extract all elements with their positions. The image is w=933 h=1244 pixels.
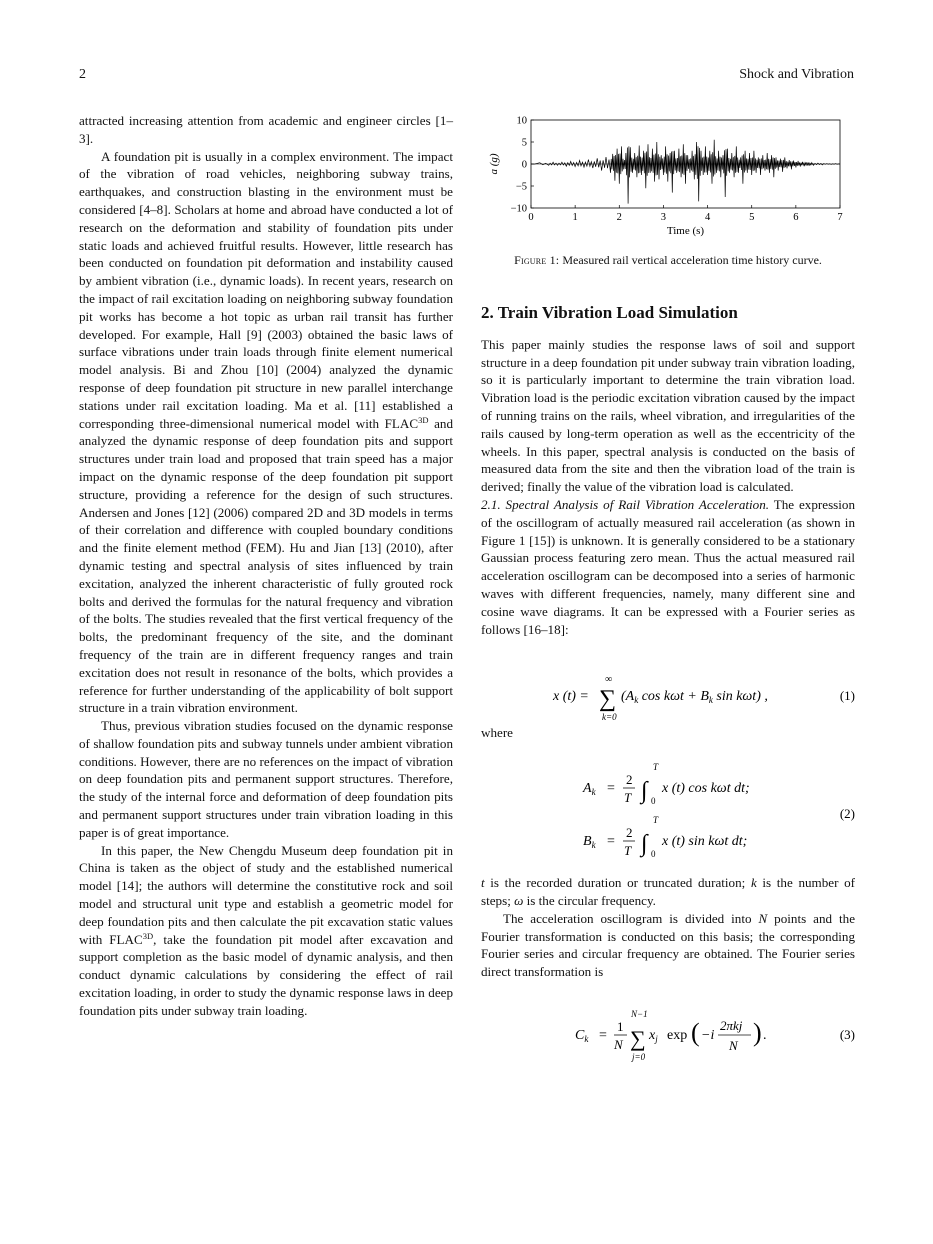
section-heading: 2. Train Vibration Load Simulation (481, 303, 738, 322)
x-tick-label: 5 (749, 212, 755, 223)
eq3-number: (3) (839, 1026, 855, 1042)
eq2b-int-top: T (653, 815, 659, 826)
eq2b-lhs: B (583, 834, 592, 850)
paragraph: In this paper, the New Chengdu Museum deep foundation pit in China is taken as the object of study and the established numerical model [14]; the authors will determine the constitutive rock and soil model and structural unit type and establish a geometric model for deep foundation pits and then calculate the pit excavation static values with $FLAC^{3D}$, take the foundation pit model after excavation and support completion as the basic model of dynamic analysis, and then conduct dynamic calculations by considering the effect of rail excitation loading, in order to study the dynamic response laws in deep foundation pits under subway train loading. (79, 842, 453, 1018)
svg-text:Ck: $C_k$ (575, 1027, 589, 1044)
equation-3 (481, 1005, 855, 1065)
eq3-paren-close: ) (753, 1017, 762, 1047)
journal-title: Shock and Vibration (739, 67, 854, 82)
left-column (79, 112, 453, 1020)
figure-caption: Figure 1: Measured rail vertical acceleration time history curve. (514, 253, 822, 267)
y-axis-label: a (g) (488, 153, 500, 175)
eq3-inner-pre: −i (701, 1027, 715, 1043)
x-tick-label: 6 (793, 212, 799, 223)
eq3-inner-num: 2πkj (720, 1017, 743, 1033)
x-axis-label: Time (s) (666, 225, 705, 237)
page-number: 2 (79, 67, 86, 82)
paragraph: This paper mainly studies the response laws of soil and support structure in a deep foundation pit under subway train vibration loading, so it is particularly important to determine the train vibration load. Vibration load is the periodic excitation vibration caused by the impact of running trains on the rails, wheel vibration, and irregularities of the rails caused by long-term operation as well as the eccentricity of the wheels. In this paper, spectral analysis is conducted on the basis of measured data from the site and then the vibration load of the train is derived; finally the value of the vibration load is calculated. (481, 336, 855, 495)
paragraph: attracted increasing attention from academic and engineer circles [1–3]. (79, 113, 453, 146)
eq2a-frac-den: T (624, 790, 632, 806)
acceleration-chart (481, 112, 855, 248)
eq3-end: . (763, 1027, 767, 1043)
eq2a-lhs: A (583, 781, 592, 797)
eq3-x: x (649, 1027, 656, 1043)
eq3-exp: exp (667, 1027, 688, 1043)
eq3-frac-den: N (614, 1036, 623, 1052)
y-tick-label: −10 (510, 203, 527, 215)
eq2b-rhs: x (t) sin kωt dt; (662, 834, 748, 850)
svg-text:(Ak cos kωt + Bk sin kωt) ,: ($A_k$ $\cos k\omega t + B_k$ sin kωt) , (621, 689, 768, 706)
integral-symbol: ∫ (641, 831, 648, 858)
svg-text:Ak: $A_k$ (583, 781, 596, 798)
eq2b-frac-den: T (624, 843, 632, 859)
eq2b-int-bottom: 0 (651, 849, 656, 860)
eq3-inner-den: N (729, 1037, 738, 1053)
eq1-number: (1) (839, 688, 855, 704)
eq1-sum-top: ∞ (605, 674, 613, 686)
svg-text:Bk: $B_k$ (583, 834, 596, 851)
sum-symbol: ∑ (599, 686, 617, 713)
paragraph: Thus, previous vibration studies focused on the dynamic response of shallow foundation pits and subway tunnels under ambient vibration conditions. However, there are no references on the impact of vibration on deep foundation pits and permanent support structures. Therefore, the study of the internal force and deformation of deep foundation pits and permanent support structures under train vibration loading in this paper is of great importance. (79, 718, 453, 840)
paragraph: A foundation pit is usually in a complex environment. The impact of the vibration of road vehicles, neighboring subway trains, earthquakes, and construction blasting in the environment must be considered [4–8]. Scholars at home and abroad have conducted a lot of research on the deformation and stability of foundation pits under static loads and achieved fruitful results. However, little research has been conducted on foundation pit deformation and instability caused by ambient vibration (i.e., dynamic loads). In recent years, research on the impact of rail excitation loading on neighboring subway foundation pit works has become a hot topic as urban rail transit has further developed. For example, Hall [9] (2003) obtained the basic laws of surface vibrations under train loads through finite element numerical model analysis. Bi and Zhou [10] (2004) analyzed the dynamic response of deep foundation pit structure in new parallel interchange stations under rail excitation loading. Ma et al. [11] established a corresponding three-dimensional numerical model with $FLAC^{3D}$ and analyzed the dynamic response of deep foundation pits and support structures under train load and proposed that train speed has a major impact on the dynamic response of the deep foundation pit support structure, providing a reference for the design of such structures. Andersen and Jones [12] (2006) compared 2D and 3D models in terms of their correlation and difference with coupled boundary conditions and the finite element method (FEM). Hu and Jian [13] (2010), after dynamic testing and spectral analysis of sites influenced by train excitation, analyzed the inherent characteristic of fully grouted rock bolts and derived the formulas for the natural frequency and vibration of the bolts. The studies revealed that the first vertical frequency of the bolts, the predominant frequency of the site, and the dominant frequency of the train are in different frequency ranges and train excitation does not result in resonance of the bolts, which provides a reference for further understanding of the applicability of bolt support structure in a train vibration environment. (79, 148, 453, 716)
y-tick-label: 10 (516, 115, 527, 127)
eq3-paren-open: ( (691, 1017, 700, 1047)
equation-2 (481, 752, 855, 870)
svg-text:=: = (607, 781, 615, 797)
eq1-lhs: x (t) = (553, 689, 589, 705)
x-tick-label: 7 (837, 212, 843, 223)
paragraph: where (481, 725, 513, 741)
equation-1 (481, 660, 855, 724)
eq3-sum-bottom: j=0 (632, 1051, 646, 1062)
x-tick-label: 1 (572, 212, 578, 223)
y-tick-label: 5 (521, 137, 527, 149)
eq2a-int-top: T (653, 762, 659, 773)
subsection-heading: 2.1. Spectral Analysis of Rail Vibration Acceleration. (481, 496, 770, 512)
eq3-sum-top: N−1 (631, 1008, 648, 1019)
x-tick-label: 4 (704, 212, 711, 223)
figure-1 (481, 112, 855, 272)
series-line (531, 140, 840, 204)
paragraph: The acceleration oscillogram is divided into N points and the Fourier transformation is conducted on this basis; the corresponding Fourier series and circular frequency are obtained. The Fourier series direct transformation is (481, 910, 855, 980)
right-column (481, 112, 855, 1065)
paragraph: t is the recorded duration or truncated duration; k is the number of steps; ω is the circular frequency. (481, 875, 855, 908)
svg-text:xj: $x_j$ (649, 1027, 658, 1044)
eq2a-frac-num: 2 (626, 772, 633, 788)
eq1-rhs: (A (621, 689, 635, 705)
y-tick-label: −5 (515, 181, 527, 193)
x-tick-label: 2 (616, 212, 622, 223)
x-tick-label: 3 (660, 212, 667, 223)
sum-symbol: ∑ (630, 1025, 646, 1051)
svg-text:=: = (607, 834, 615, 850)
eq2a-int-bottom: 0 (651, 796, 656, 807)
paragraph: 2.1. Spectral Analysis of Rail Vibration Acceleration. The expression of the oscillogram of actually measured rail acceleration (as shown in Figure 1 [15]) is unknown. It is generally considered to be a stationary Gaussian process featuring zero mean. Thus the actual measured rail acceleration oscillogram can be decomposed into a series of harmonic waves with different frequencies, namely, many different sine and cosine wave diagrams. It can be expressed with a Fourier series as follows [16–18]: (481, 496, 855, 637)
svg-text:=: = (599, 1027, 607, 1043)
eq3-lhs: C (575, 1027, 585, 1043)
eq1-sum-bottom: k=0 (602, 712, 617, 723)
integral-symbol: ∫ (641, 778, 648, 805)
eq3-frac-num: 1 (617, 1018, 624, 1034)
eq2-number: (2) (839, 806, 855, 822)
eq2b-frac-num: 2 (626, 825, 633, 841)
y-tick-label: 0 (521, 159, 527, 171)
eq2a-rhs: x (t) cos kωt dt; (662, 781, 750, 797)
x-tick-label: 0 (528, 212, 534, 223)
